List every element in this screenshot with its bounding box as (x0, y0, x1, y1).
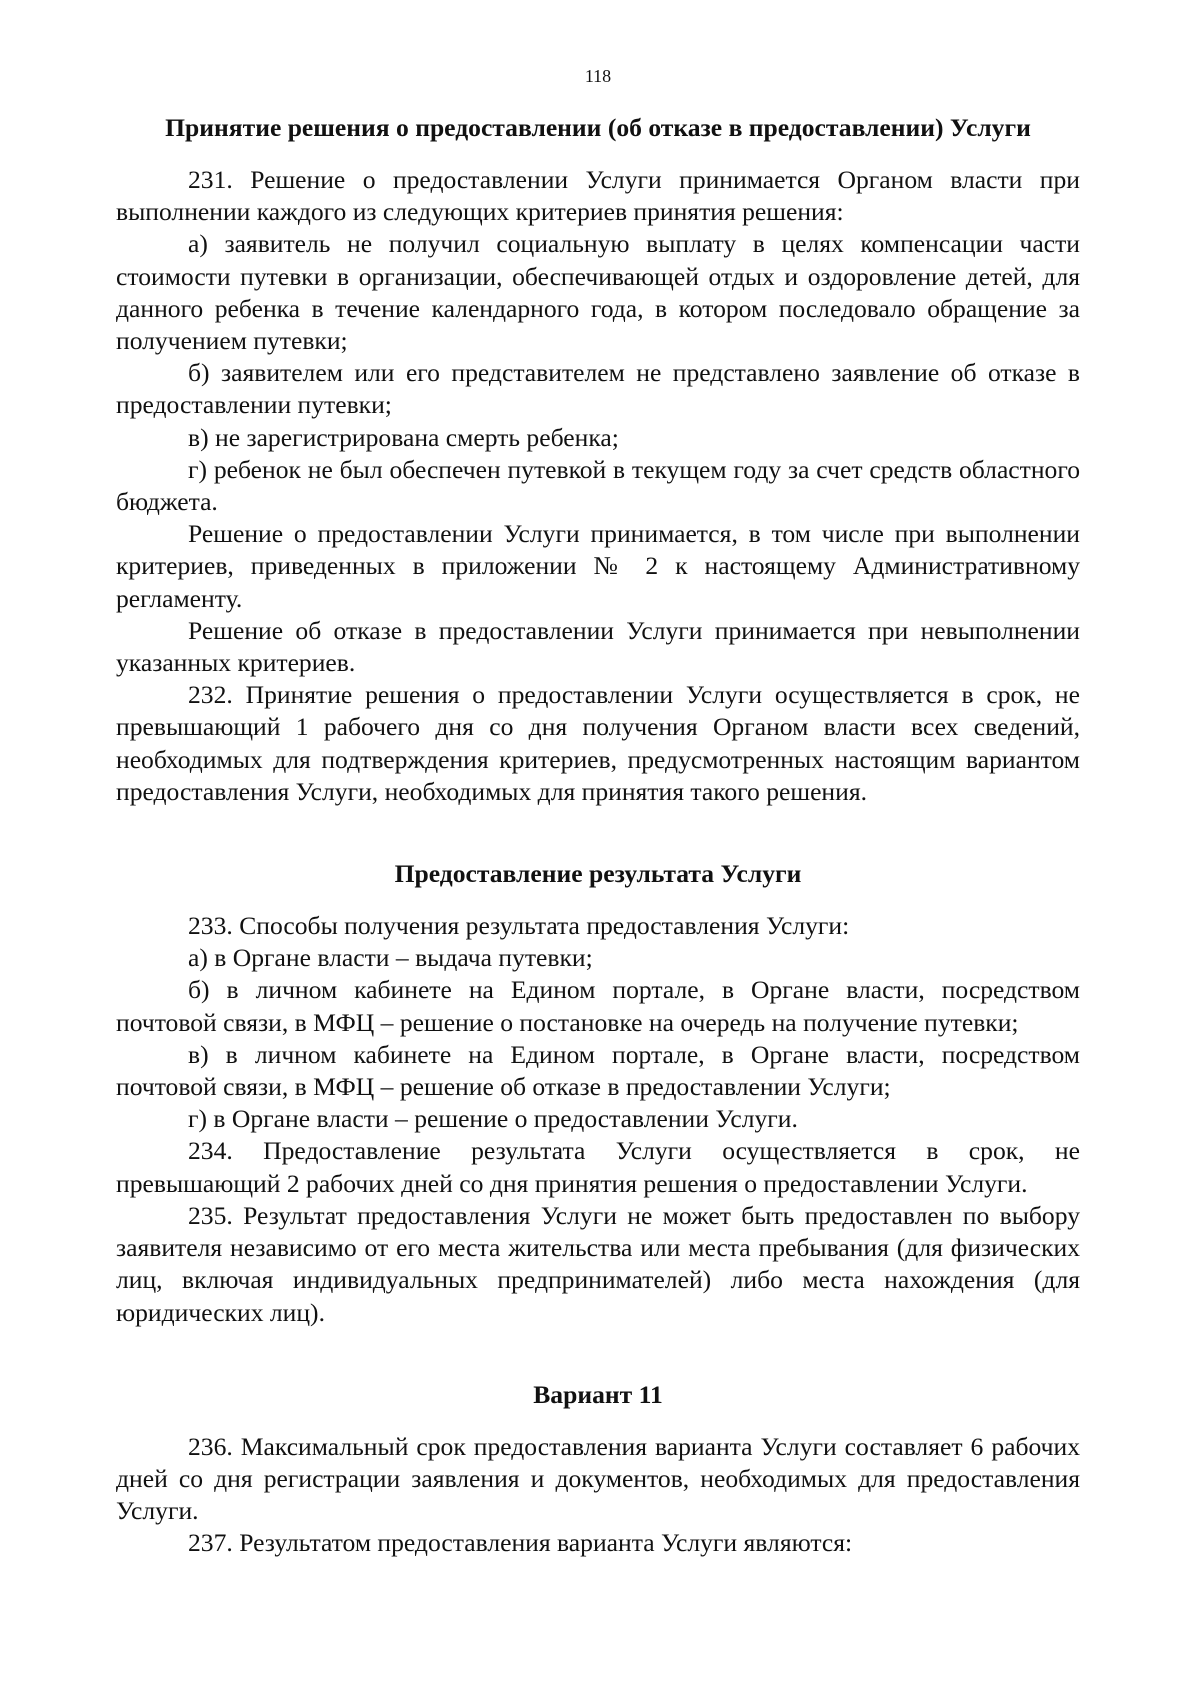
section-heading-variant: Вариант 11 (533, 1379, 663, 1409)
paragraph: 233. Способы получения результата предоставления Услуги: (188, 911, 850, 941)
paragraph: 237. Результатом предоставления варианта Услуги являются: (188, 1528, 853, 1558)
paragraph: а) заявитель не получил социальную выплату в целях компенсации части стоимости путевки в организации, обеспечивающей отдых и оздоровление детей, для данного ребенка в течение календарного года, в котором последовало обращение за получением путевки; (116, 229, 1080, 356)
section-heading-decision: Принятие решения о предоставлении (об отказе в предоставлении) Услуги (165, 113, 1031, 142)
paragraph: 235. Результат предоставления Услуги не может быть предоставлен по выбору заявителя независимо от его места жительства или места пребывания (для физических лиц, включая индивидуальных предпринимателей) либо места нахождения (для юридических лиц). (116, 1200, 1080, 1327)
paragraph: а) в Органе власти – выдача путевки; (188, 943, 593, 973)
paragraph: в) в личном кабинете на Едином портале, в Органе власти, посредством почтовой связи, в МФЦ – решение об отказе в предоставлении Услуги; (116, 1039, 1080, 1102)
paragraph: 236. Максимальный срок предоставления варианта Услуги составляет 6 рабочих дней со дня регистрации заявления и документов, необходимых для предоставления Услуги. (116, 1431, 1080, 1526)
paragraph: Решение о предоставлении Услуги принимается, в том числе при выполнении критериев, приведенных в приложении № 2 к настоящему Административному регламенту. (116, 519, 1080, 613)
paragraph: б) в личном кабинете на Едином портале, в Органе власти, посредством почтовой связи, в МФЦ – решение о постановке на очередь на получение путевки; (116, 975, 1080, 1037)
section-heading-result: Предоставление результата Услуги (394, 859, 802, 889)
paragraph: в) не зарегистрирована смерть ребенка; (188, 422, 619, 452)
paragraph: 231. Решение о предоставлении Услуги принимается Органом власти при выполнении каждого из следующих критериев принятия решения: (116, 165, 1080, 227)
paragraph: 234. Предоставление результата Услуги осуществляется в срок, не превышающий 2 рабочих дней со дня принятия решения о предоставлении Услуги. (116, 1136, 1080, 1198)
paragraph: г) в Органе власти – решение о предоставлении Услуги. (188, 1104, 798, 1134)
paragraph: г) ребенок не был обеспечен путевкой в текущем году за счет средств областного бюджета. (116, 454, 1080, 517)
page-number: 118 (584, 66, 612, 86)
paragraph: б) заявителем или его представителем не представлено заявление об отказе в предоставлении путевки; (116, 358, 1080, 420)
paragraph: 232. Принятие решения о предоставлении Услуги осуществляется в срок, не превышающий 1 рабочего дня со дня получения Органом власти всех сведений, необходимых для подтверждения критериев, предусмотренных настоящим вариантом предоставления Услуги, необходимых для принятия такого решения. (116, 680, 1080, 806)
paragraph: Решение об отказе в предоставлении Услуги принимается при невыполнении указанных критериев. (116, 615, 1080, 678)
